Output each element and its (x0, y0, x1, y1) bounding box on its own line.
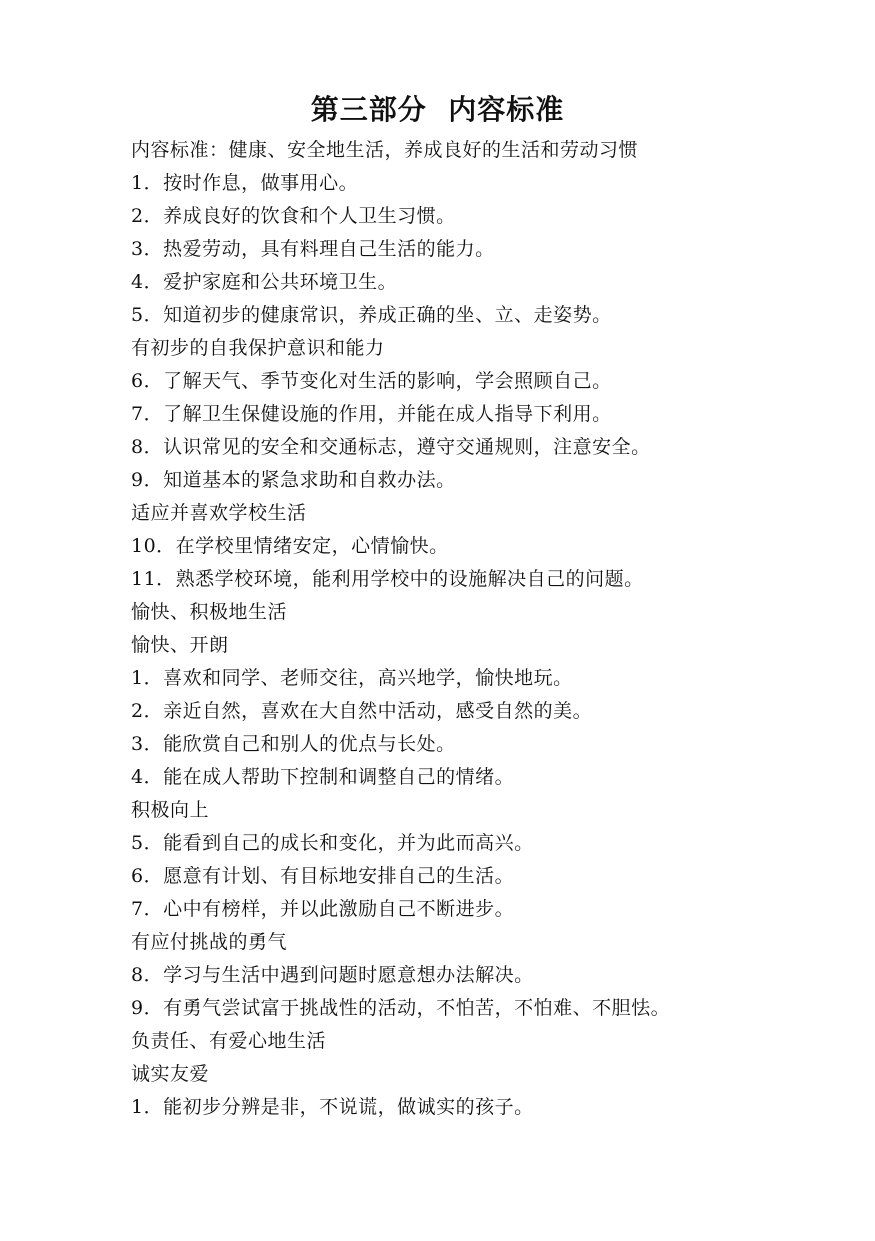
text-line: 6．了解天气、季节变化对生活的影响，学会照顾自己。 (131, 370, 612, 392)
section-heading: 愉快、开朗 (131, 634, 229, 656)
text-line: 8．学习与生活中遇到问题时愿意想办法解决。 (131, 964, 534, 986)
content-body (131, 134, 851, 1124)
text-line: 7．心中有榜样，并以此激励自己不断进步。 (131, 898, 515, 920)
text-line: 9．知道基本的紧急求助和自救办法。 (131, 469, 456, 491)
text-line: 2．亲近自然，喜欢在大自然中活动，感受自然的美。 (131, 700, 593, 722)
text-line: 10．在学校里情绪安定，心情愉快。 (131, 535, 449, 557)
text-line: 11．熟悉学校环境，能利用学校中的设施解决自己的问题。 (131, 568, 644, 590)
text-line: 5．能看到自己的成长和变化，并为此而高兴。 (131, 832, 534, 854)
text-line: 5．知道初步的健康常识，养成正确的坐、立、走姿势。 (131, 304, 612, 326)
text-line: 8．认识常见的安全和交通标志，遵守交通规则，注意安全。 (131, 436, 651, 458)
text-line: 4．能在成人帮助下控制和调整自己的情绪。 (131, 766, 515, 788)
section-heading: 有应付挑战的勇气 (131, 931, 288, 953)
text-line: 1．喜欢和同学、老师交往，高兴地学，愉快地玩。 (131, 667, 573, 689)
text-line: 7．了解卫生保健设施的作用，并能在成人指导下利用。 (131, 403, 612, 425)
text-line: 1．能初步分辨是非，不说谎，做诚实的孩子。 (131, 1096, 534, 1118)
section-heading: 诚实友爱 (131, 1063, 210, 1085)
text-line: 3．能欣赏自己和别人的优点与长处。 (131, 733, 456, 755)
text-line: 2．养成良好的饮食和个人卫生习惯。 (131, 205, 456, 227)
section-heading: 有初步的自我保护意识和能力 (131, 337, 385, 359)
section-heading: 愉快、积极地生活 (131, 601, 288, 623)
text-line: 9．有勇气尝试富于挑战性的活动，不怕苦，不怕难、不胆怯。 (131, 997, 671, 1019)
text-line: 1．按时作息，做事用心。 (131, 172, 359, 194)
text-line: 6．愿意有计划、有目标地安排自己的生活。 (131, 865, 515, 887)
section-heading: 积极向上 (131, 799, 210, 821)
text-line: 内容标准：健康、安全地生活，养成良好的生活和劳动习惯 (131, 139, 639, 161)
section-heading: 适应并喜欢学校生活 (131, 502, 307, 524)
section-heading: 负责任、有爱心地生活 (131, 1030, 327, 1052)
text-line: 3．热爱劳动，具有料理自己生活的能力。 (131, 238, 495, 260)
page-title: 第三部分 内容标准 (310, 93, 565, 126)
text-line: 4．爱护家庭和公共环境卫生。 (131, 271, 398, 293)
